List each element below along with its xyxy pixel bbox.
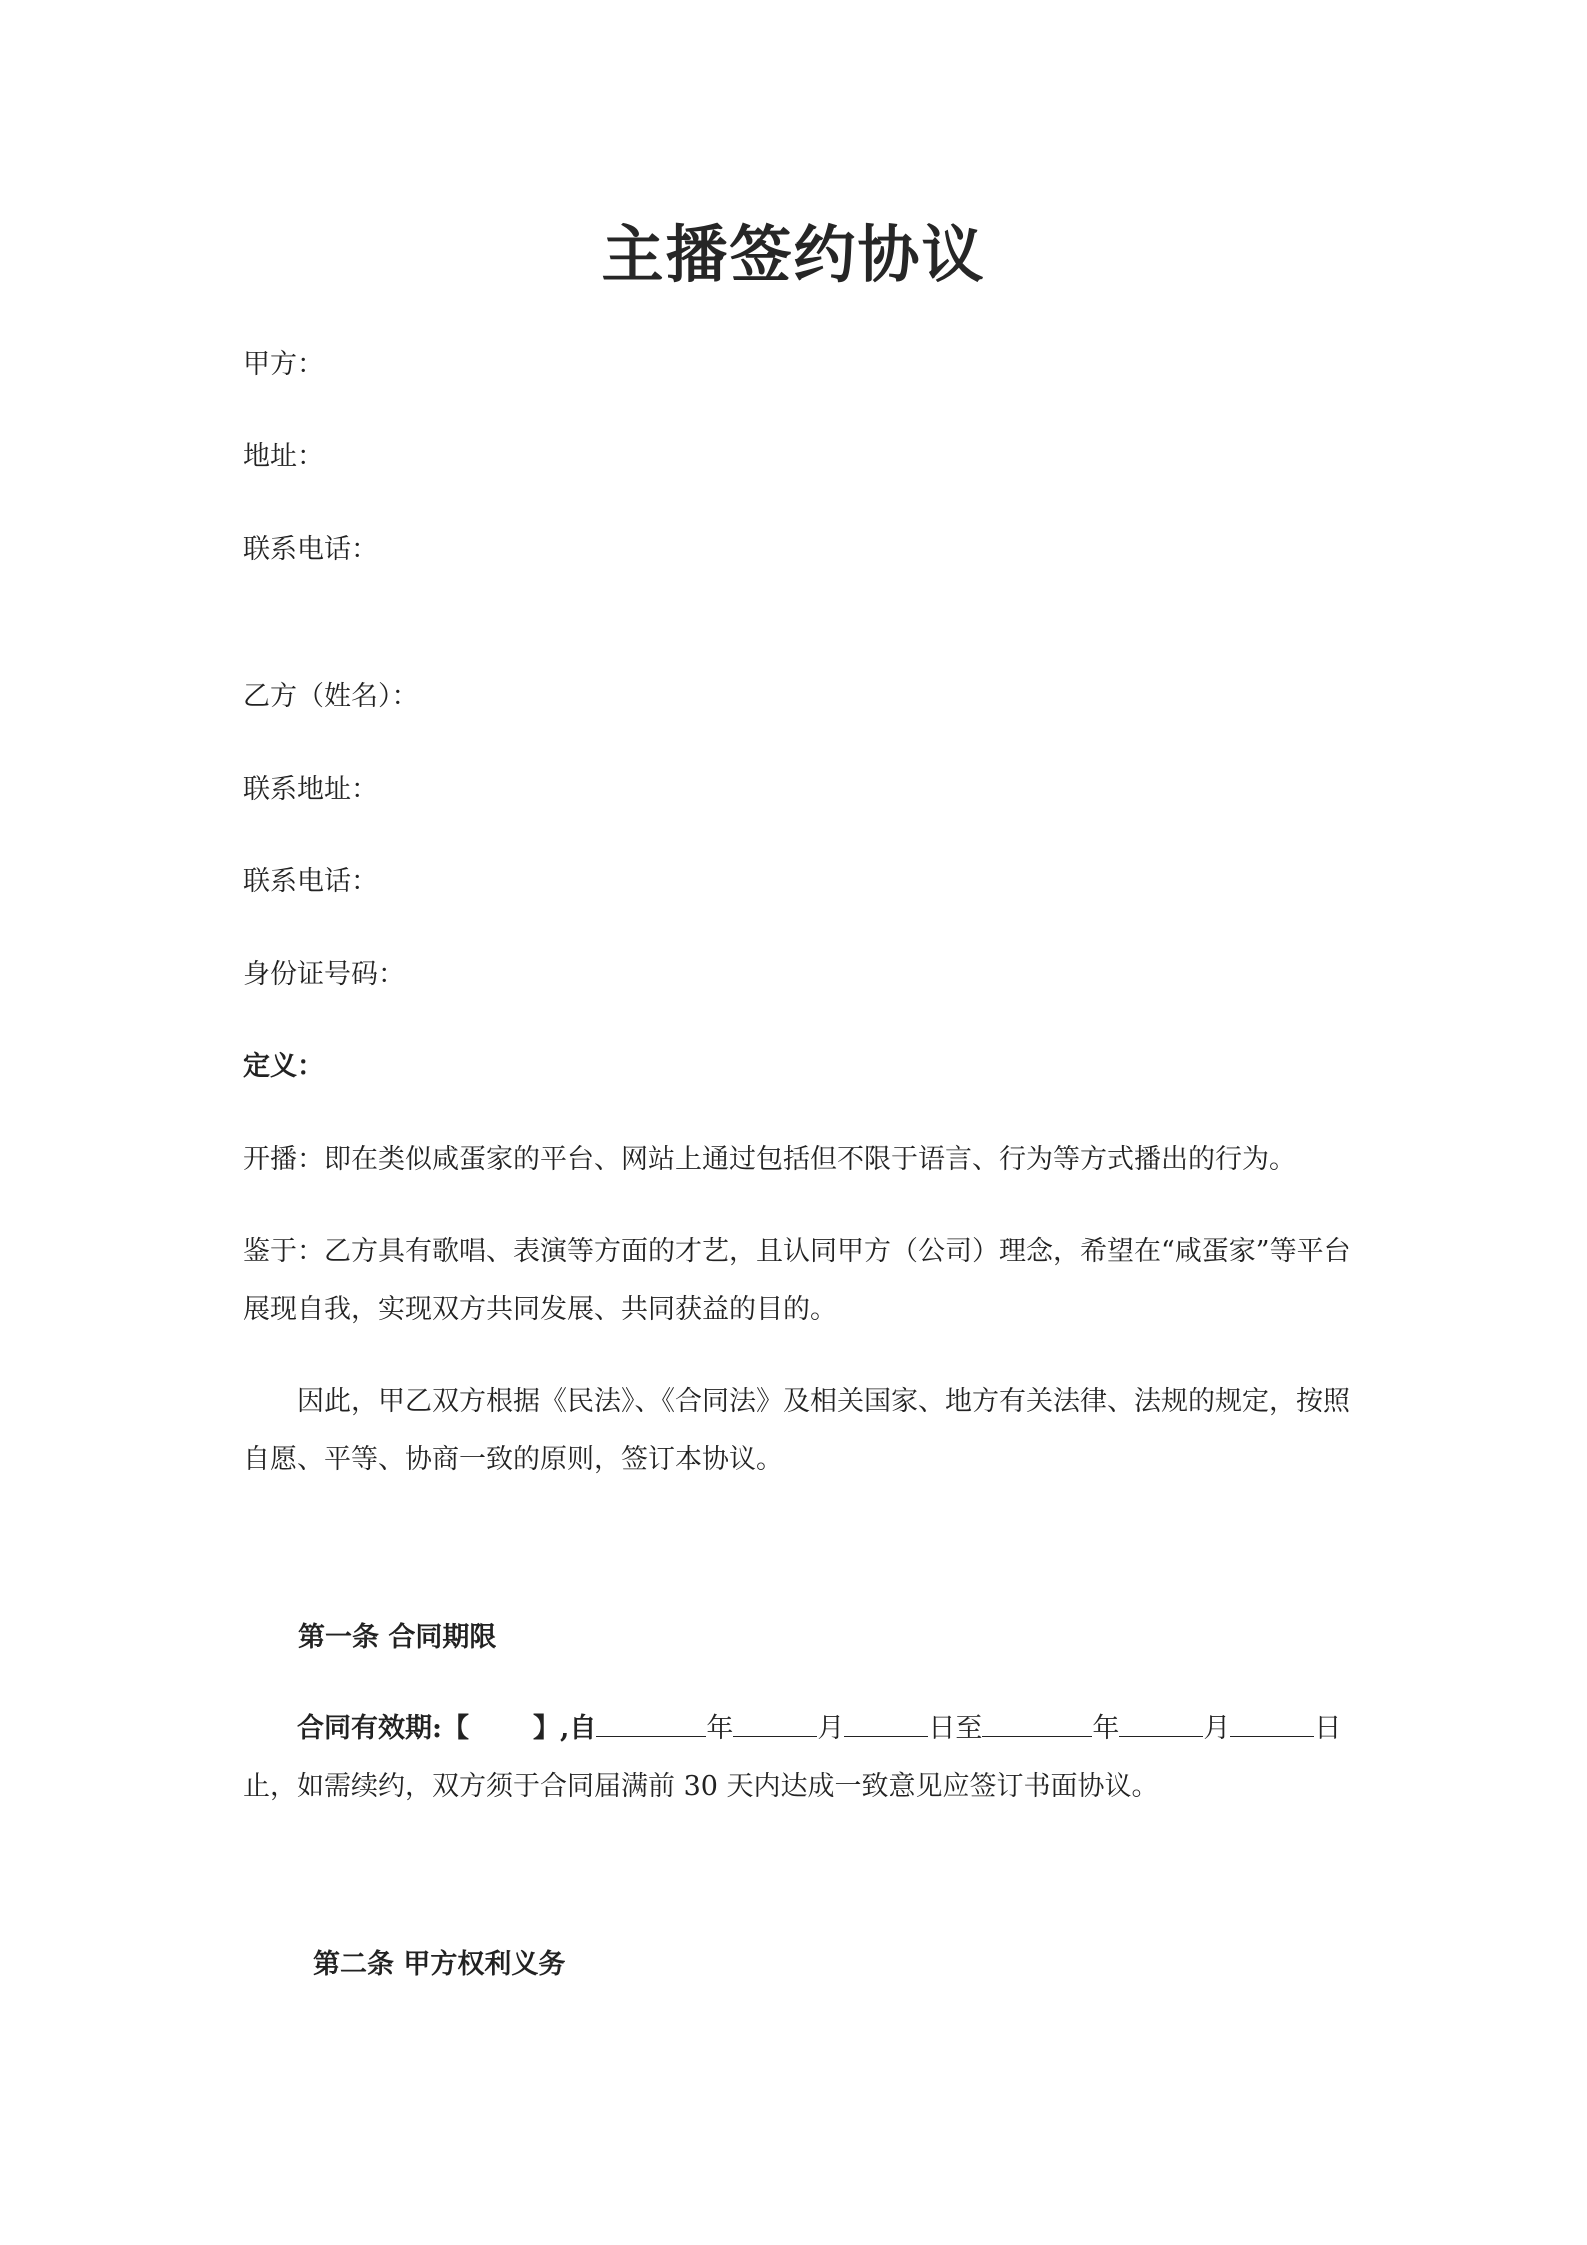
start-year-label: 年: [706, 1713, 734, 1744]
term-prefix: 合同有效期:【: [297, 1713, 469, 1744]
start-day-label: 日至: [928, 1713, 983, 1744]
article1-heading: 第一条 合同期限: [298, 1622, 497, 1653]
article1-term-continuation: 止，如需续约，双方须于合同届满前 30 天内达成一致意见应签订书面协议。: [243, 1771, 1159, 1802]
definition-broadcast: 开播：即在类似咸蛋家的平台、网站上通过包括但不限于语言、行为等方式播出的行为。: [243, 1144, 1296, 1175]
article2-heading: 第二条 甲方权利义务: [313, 1949, 566, 1980]
therefore-paragraph: 因此，甲乙双方根据《民法》、《合同法》及相关国家、地方有关法律、法规的规定，按照自愿、平等、协商一致的原则，签订本协议。: [243, 1386, 1350, 1475]
end-year-label: 年: [1092, 1713, 1120, 1744]
party-b-name-label: 乙方（姓名）：: [243, 681, 419, 712]
party-a-address-label: 地址：: [243, 441, 324, 472]
definition-whereas: 鉴于：乙方具有歌唱、表演等方面的才艺，且认同甲方（公司）理念，希望在“咸蛋家”等平台展现自我，实现双方共同发展、共同获益的目的。: [243, 1236, 1351, 1325]
start-month-label: 月: [817, 1713, 845, 1744]
party-b-address-label: 联系地址：: [243, 774, 378, 805]
definitions-heading: 定义：: [243, 1051, 324, 1082]
article1-term-line: [243, 1700, 1353, 1758]
start-year-blank: [596, 1708, 706, 1737]
party-a-phone-label: 联系电话：: [243, 534, 378, 565]
party-a-label: 甲方：: [243, 349, 324, 380]
party-b-phone-label: 联系电话：: [243, 866, 378, 897]
document-title: 主播签约协议: [601, 218, 986, 291]
start-month-blank: [733, 1708, 817, 1737]
party-b-id-label: 身份证号码：: [243, 959, 405, 990]
end-year-blank: [982, 1708, 1092, 1737]
end-month-label: 月: [1203, 1713, 1231, 1744]
term-bracket-close: 】,自: [532, 1713, 597, 1744]
start-day-blank: [844, 1708, 928, 1737]
end-month-blank: [1119, 1708, 1203, 1737]
end-day-blank: [1230, 1708, 1314, 1737]
article1-term-paragraph: [243, 1700, 1353, 1816]
end-day-label: 日: [1314, 1713, 1342, 1744]
